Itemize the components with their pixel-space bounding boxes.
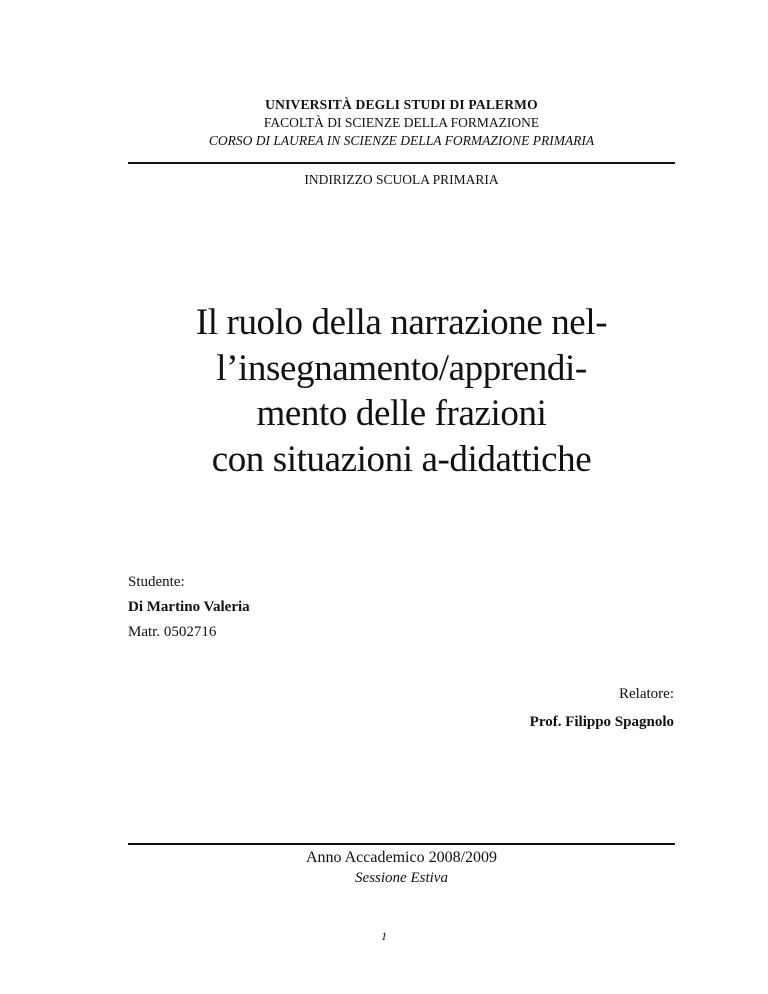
academic-year-block — [128, 848, 675, 888]
supervisor-label: Relatore: — [619, 686, 674, 702]
track-label: INDIRIZZO SCUOLA PRIMARIA — [304, 172, 499, 187]
thesis-title — [128, 300, 675, 482]
title-line: Il ruolo della narrazione nel- — [195, 302, 608, 343]
title-line: l’insegnamento/apprendi- — [216, 347, 587, 389]
student-label: Studente: — [128, 574, 185, 590]
top-divider — [128, 162, 675, 164]
supervisor-name: Prof. Filippo Spagnolo — [529, 714, 674, 730]
bottom-divider — [128, 843, 675, 845]
page-number: 1 — [381, 929, 387, 943]
institution-header — [128, 96, 675, 150]
faculty-name: FACOLTÀ DI SCIENZE DELLA FORMAZIONE — [263, 115, 540, 130]
session: Sessione Estiva — [355, 870, 448, 886]
title-line: con situazioni a-didattiche — [211, 438, 592, 480]
course-name: CORSO DI LAUREA IN SCIENZE DELLA FORMAZIONE PRIMARIA — [208, 133, 595, 148]
supervisor-block — [530, 680, 674, 736]
student-block — [128, 570, 250, 645]
title-line: mento delle frazioni — [256, 393, 547, 434]
academic-year: Anno Accademico 2008/2009 — [305, 849, 498, 866]
student-matricola: Matr. 0502716 — [128, 624, 217, 640]
university-name: UNIVERSITÀ DEGLI STUDI DI PALERMO — [265, 97, 538, 112]
student-name: Di Martino Valeria — [128, 599, 250, 615]
